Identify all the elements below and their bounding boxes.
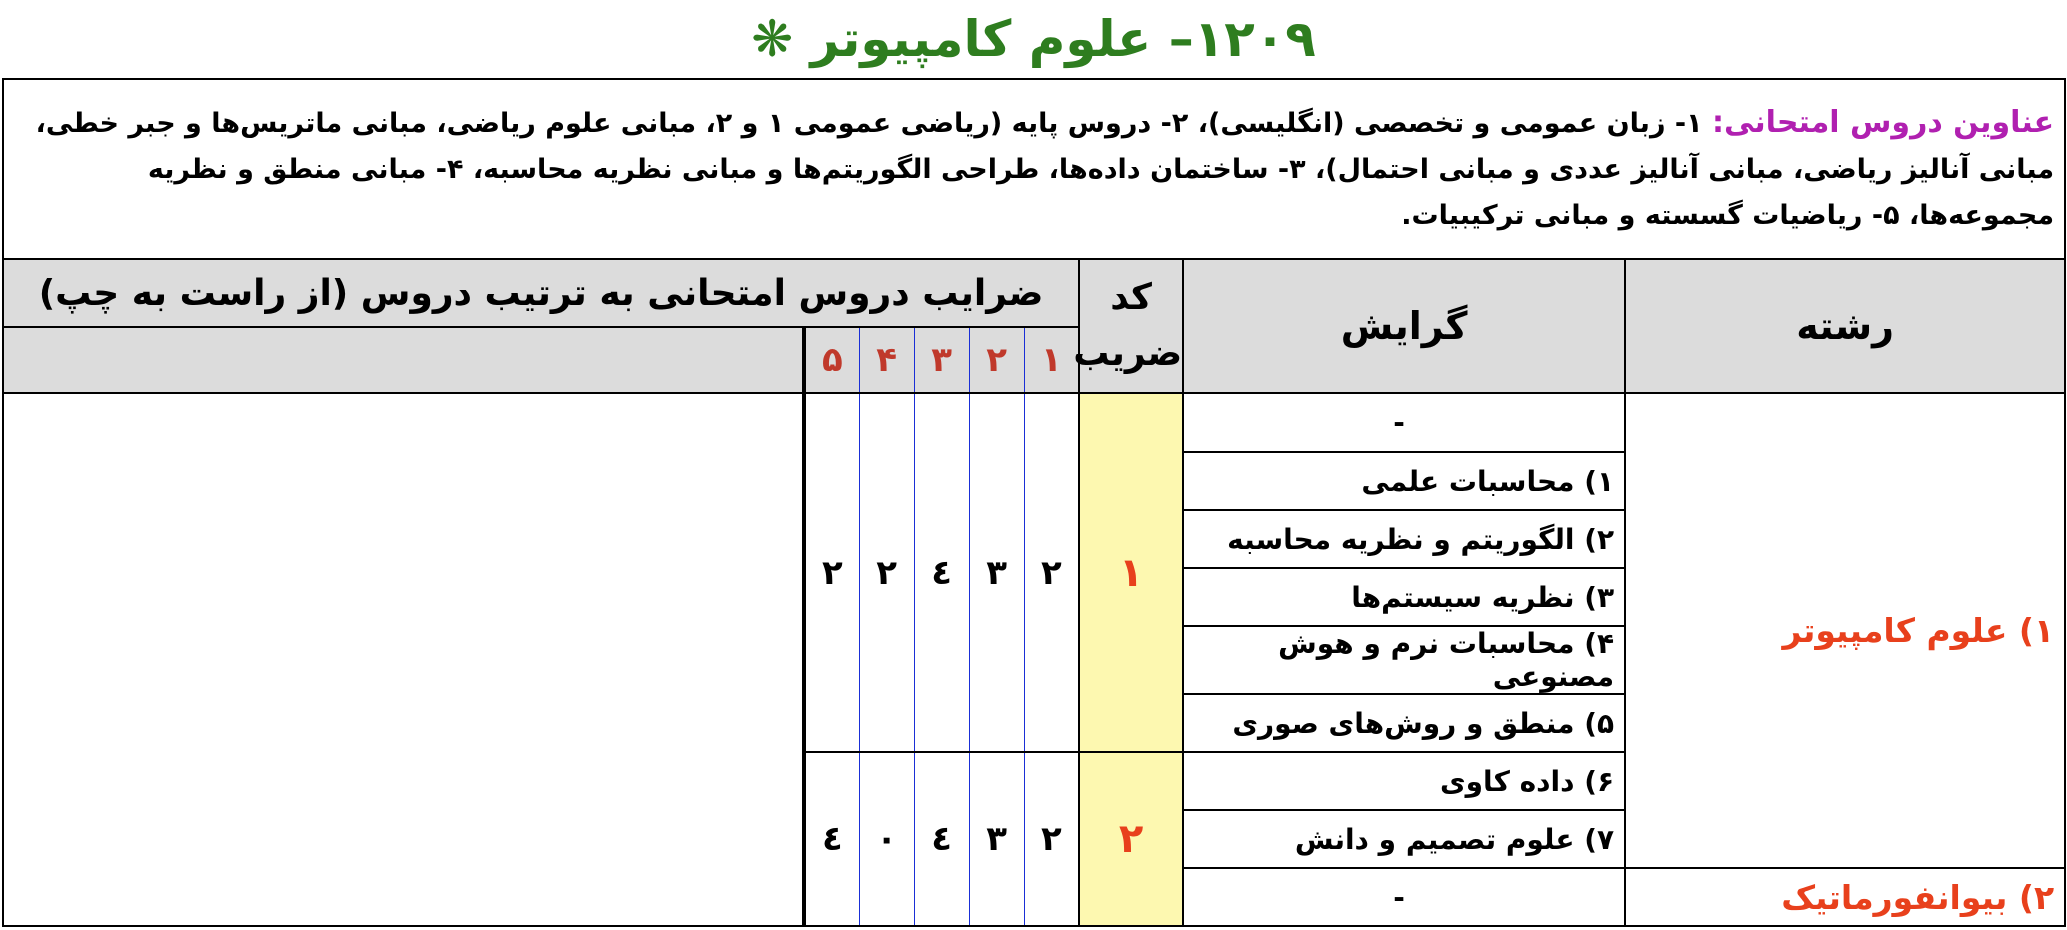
field-bioinformatics: ۲) بیوانفورماتیک: [1625, 868, 2065, 926]
field-computer-science: ۱) علوم کامپیوتر: [1625, 393, 2065, 868]
exam-subjects-label: عناوین دروس امتحانی:: [1711, 104, 2055, 140]
header-orientation: گرایش: [1183, 259, 1625, 393]
coefficient-cell: ۳: [969, 752, 1024, 926]
header-field: رشته: [1625, 259, 2065, 393]
header-code: [1073, 259, 1183, 393]
coefficient-cell: ۲: [1024, 393, 1079, 752]
coefficient-cell: ٤: [804, 752, 859, 926]
empty-area: [3, 393, 804, 926]
header-code-line1: کد: [1110, 277, 1152, 318]
coefficient-cell: ۲: [859, 393, 914, 752]
course-number-5: ۵: [804, 327, 859, 393]
exam-subjects: [3, 79, 2065, 259]
orientation-row: ۳) نظریه سیستم‌ها: [1183, 568, 1625, 626]
coefficient-cell: ۲: [1024, 752, 1079, 926]
coefficient-cell: ٤: [914, 752, 969, 926]
code-cell: ۱: [1079, 393, 1183, 752]
exam-subjects-text: ۱- زبان عمومی و تخصصی (انگلیسی)، ۲- دروس پایه (ریاضی عمومی ۱ و ۲، مبانی علوم ریاضی، مبانی ماتریس‌ها و جبر خطی، مبانی آنالیز ریاضی، مبانی آنالیز عددی و مبانی احتمال)، ۳- ساختمان داده‌ها، طراحی الگوریتم‌ها و مبانی نظریه محاسبه، ۴- مبانی منطق و نظریه مجموعه‌ها، ۵- ریاضیات گسسته و مبانی ترکیبیات.: [35, 107, 2055, 231]
coefficient-cell: ۳: [969, 393, 1024, 752]
course-number-1: ۱: [1024, 327, 1079, 393]
orientation-row: ۴) محاسبات نرم و هوش مصنوعی: [1183, 626, 1625, 694]
orientation-row: ۶) داده کاوی: [1183, 752, 1625, 810]
header-coefficients-title: ضرایب دروس امتحانی به ترتیب دروس (از راست به چپ): [3, 259, 1079, 327]
orientation-row: ۵) منطق و روش‌های صوری: [1183, 694, 1625, 752]
header-code-line2: ضریب: [1073, 333, 1183, 374]
course-number-4: ۴: [859, 327, 914, 393]
page-title: ۱۲۰۹– علوم کامپیوتر ❋: [751, 10, 1316, 68]
coefficients-table: [2, 78, 2066, 927]
orientation-row: -: [1183, 393, 1625, 452]
course-number-2: ۲: [969, 327, 1024, 393]
code-cell: ۲: [1079, 752, 1183, 926]
orientation-row: ۱) محاسبات علمی: [1183, 452, 1625, 510]
orientation-row: -: [1183, 868, 1625, 926]
coefficient-cell: ۲: [804, 393, 859, 752]
coefficient-cell: ٤: [914, 393, 969, 752]
course-number-3: ۳: [914, 327, 969, 393]
header-blank: [3, 327, 804, 393]
orientation-row: ۲) الگوریتم و نظریه محاسبه: [1183, 510, 1625, 568]
orientation-row: ۷) علوم تصمیم و دانش: [1183, 810, 1625, 868]
coefficient-cell: ۰: [859, 752, 914, 926]
